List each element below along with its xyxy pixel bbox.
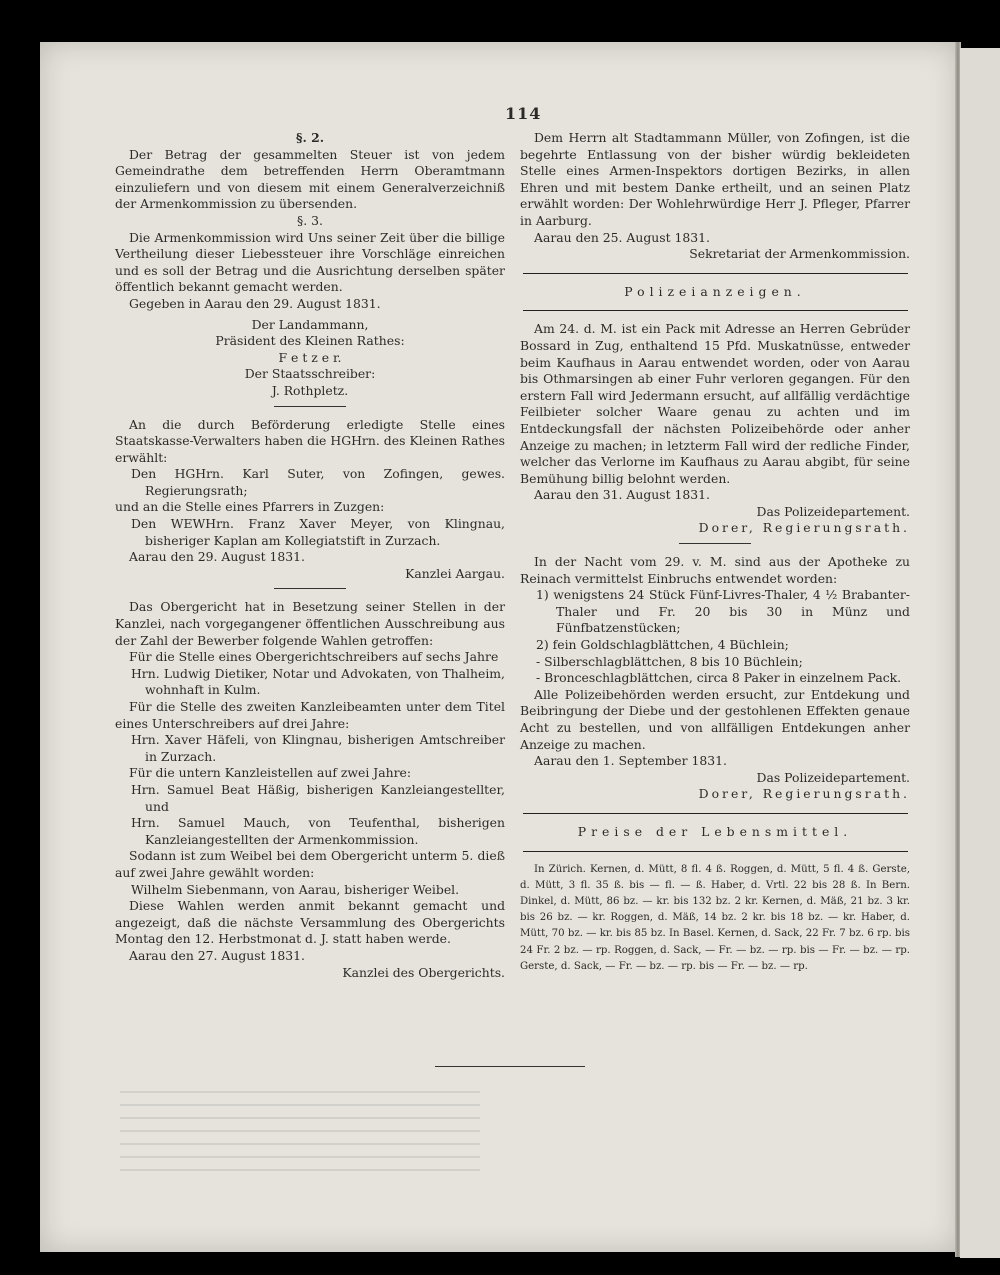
court-date: Aarau den 27. August 1831. bbox=[129, 947, 305, 963]
inspector-date: Aarau den 25. August 1831. bbox=[534, 229, 710, 245]
court-appointee-5: Wilhelm Siebenmann, von Aarau, bisheriger Weibel. bbox=[131, 881, 460, 897]
section-2-text: Der Betrag der gesammelten Steuer ist von jedem Gemeindrathe dem betreffenden Herrn Oberamtmann einzuliefern und von diesem mit einem Generalverzeichniß der Armenkommission zu übersenden. bbox=[115, 146, 505, 212]
court-post-2: Für die Stelle des zweiten Kanzleibeamten unter dem Titel eines Unterschreibers auf drei Jahre: bbox=[115, 699, 505, 731]
left-column bbox=[115, 130, 505, 981]
police-signatory-2: Dorer, Regierungsrath. bbox=[698, 786, 910, 802]
adjacent-page-edge bbox=[960, 48, 1000, 1258]
inspector-signature: Sekretariat der Armenkommission. bbox=[689, 246, 910, 262]
police-notice-1: Am 24. d. M. ist ein Pack mit Adresse an Herren Gebrüder Bossard in Zug, enthaltend 15 Pfd. Muskatnüsse, entweder beim Kaufhaus in Aarau entwendet worden, oder von Aarau bis Othmarsingen ab einer Fuhr verloren gegangen. Für den erstern Fall wird Jedermann ersucht, auf allfällig verdächtige Feilbieter solcher Waare genau zu achten und im Entdeckungsfall der nächsten Polizeibehörde oder anher Anzeige zu machen; in letzterm Fall wird der redliche Finder, welcher das Verlorne im Kaufhaus zu Aarau abgibt, für seine Bemühung billig belohnt werden. bbox=[520, 321, 910, 486]
theft-request: Alle Polizeibehörden werden ersucht, zur Entdekung und Beibringung der Diebe und der gestohlenen Effekten genaue Acht zu bestellen, und von allfälligen Entdekungen anher Anzeige zu machen. bbox=[520, 686, 910, 752]
inspector-notice: Dem Herrn alt Stadtammann Müller, von Zofingen, ist die begehrte Entlassung von der bisher würdig bekleideten Stelle eines Armen-Inspektors dortigen Bezirks, in allen Ehren und mit bestem Danke ertheilt, und an seinen Platz erwählt worden: Der Wohlehrwürdige Herr J. Pfleger, Pfarrer in Aarburg. bbox=[520, 130, 910, 228]
page-number: 114 bbox=[505, 104, 542, 123]
divider bbox=[274, 588, 346, 589]
election-intro: An die durch Beförderung erledigte Stelle eines Staatskasse-Verwalters haben die HGHrn. des Kleinen Rathes erwählt: bbox=[115, 416, 505, 465]
police-heading: Polizeianzeigen. bbox=[624, 283, 806, 299]
signature-title-1: Der Landammann, bbox=[251, 316, 369, 332]
section-rule bbox=[523, 273, 908, 274]
court-appointee-1: Hrn. Ludwig Dietiker, Notar und Advokaten, von Thalheim, wohnhaft in Kulm. bbox=[131, 665, 505, 698]
election-signature: Kanzlei Aargau. bbox=[405, 565, 505, 581]
section-rule bbox=[523, 310, 908, 311]
elected-person-1: Den HGHrn. Karl Suter, von Zofingen, gewes. Regierungsrath; bbox=[131, 466, 505, 498]
court-signature: Kanzlei des Obergerichts. bbox=[342, 964, 505, 980]
theft-item-4: - Bronceschlagblättchen, circa 8 Paker in einzelnem Pack. bbox=[536, 670, 902, 686]
divider bbox=[679, 543, 751, 544]
court-post-4: Sodann ist zum Weibel bei dem Obergericht unterm 5. dieß auf zwei Jahre gewählt worden: bbox=[115, 848, 505, 880]
section-rule bbox=[523, 851, 908, 852]
elected-person-2: Den WEWHrn. Franz Xaver Meyer, von Klingnau, bisheriger Kaplan am Kollegiatstift in Zurzach. bbox=[131, 516, 505, 548]
court-appointee-2: Hrn. Xaver Häfeli, von Klingnau, bisherigen Amtschreiber in Zurzach. bbox=[131, 732, 505, 764]
section-rule bbox=[523, 813, 908, 814]
election-date: Aarau den 29. August 1831. bbox=[129, 549, 305, 565]
theft-item-2: 2) fein Goldschlagblättchen, 4 Büchlein; bbox=[536, 637, 789, 653]
show-through-text bbox=[120, 1080, 480, 1200]
court-intro: Das Obergericht hat in Besetzung seiner Stellen in der Kanzlei, nach vorgegangener öffentlichen Ausschreibung aus der Zahl der Bewerber folgende Wahlen getroffen: bbox=[115, 599, 505, 648]
theft-intro: In der Nacht vom 29. v. M. sind aus der Apotheke zu Reinach vermittelst Einbruchs entwendet worden: bbox=[520, 554, 910, 586]
signature-title-3: Der Staatsschreiber: bbox=[244, 366, 376, 382]
police-signatory-1: Dorer, Regierungsrath. bbox=[698, 520, 910, 536]
court-notice: Diese Wahlen werden anmit bekannt gemacht und angezeigt, daß die nächste Versammlung des Obergerichts Montag den 12. Herbstmonat d. J. statt haben werde. bbox=[115, 898, 505, 947]
theft-date: Aarau den 1. September 1831. bbox=[534, 753, 727, 769]
theft-item-3: - Silberschlagblättchen, 8 bis 10 Büchlein; bbox=[536, 653, 803, 669]
police-department-2: Das Polizeidepartement. bbox=[756, 769, 910, 785]
section-3-heading: §. 3. bbox=[297, 212, 323, 228]
right-column bbox=[520, 130, 910, 975]
food-prices-text: In Zürich. Kernen, d. Mütt, 8 fl. 4 ß. Roggen, d. Mütt, 5 fl. 4 ß. Gerste, d. Mütt, 3 fl. 35 ß. bis — fl. — ß. Haber, d. Vrtl. 22 bis 28 ß. In Bern. Dinkel, d. Mütt, 86 bz. — kr. bis 132 bz. 2 kr. Kernen, d. Mäß, 21 bz. 3 kr. bis 26 bz. — kr. Roggen, d. Mäß, 14 bz. 2 kr. bis 18 bz. — kr. Haber, d. Mütt, 70 bz. — kr. bis 85 bz. In Basel. Kernen, d. Sack, 22 Fr. 7 bz. 6 rp. bis 24 Fr. 2 bz. — rp. Roggen, d. Sack, — Fr. — bz. — rp. bis — Fr. — bz. — rp. Gerste, d. Sack, — Fr. — bz. — rp. bis — Fr. — bz. — rp. bbox=[520, 863, 910, 972]
court-appointee-3: Hrn. Samuel Beat Häßig, bisherigen Kanzleiangestellter, und bbox=[131, 781, 505, 814]
theft-item-1: 1) wenigstens 24 Stück Fünf-Livres-Thaler, 4 ½ Brabanter-Thaler und Fr. 20 bis 30 in Münz und Fünfbatzenstücken; bbox=[536, 587, 910, 636]
section-3-text: Die Armenkommission wird Uns seiner Zeit über die billige Vertheilung dieser Liebessteuer ihre Vorschläge einreichen und es soll der Betrag und die Ausrichtung derselben später öffentlich bekannt gemacht werden. bbox=[115, 229, 505, 295]
court-appointee-4: Hrn. Samuel Mauch, von Teufenthal, bisherigen Kanzleiangestellten der Armenkommission. bbox=[131, 815, 505, 847]
divider bbox=[274, 406, 346, 407]
signature-title-2: Präsident des Kleinen Rathes: bbox=[215, 333, 405, 349]
section-2-heading: §. 2. bbox=[295, 130, 325, 145]
end-rule bbox=[435, 1066, 585, 1067]
given-date: Gegeben in Aarau den 29. August 1831. bbox=[129, 295, 381, 311]
police-notice-1-date: Aarau den 31. August 1831. bbox=[534, 487, 710, 503]
police-department-1: Das Polizeidepartement. bbox=[756, 503, 910, 519]
court-post-1: Für die Stelle eines Obergerichtschreibers auf sechs Jahre bbox=[129, 649, 499, 665]
prices-heading: Preise der Lebensmittel. bbox=[577, 823, 853, 839]
signature-name-1: F e t z e r. bbox=[278, 349, 342, 365]
court-post-3: Für die untern Kanzleistellen auf zwei Jahre: bbox=[129, 765, 412, 781]
election-mid: und an die Stelle eines Pfarrers in Zuzgen: bbox=[115, 499, 385, 515]
signature-name-2: J. Rothpletz. bbox=[271, 382, 349, 398]
